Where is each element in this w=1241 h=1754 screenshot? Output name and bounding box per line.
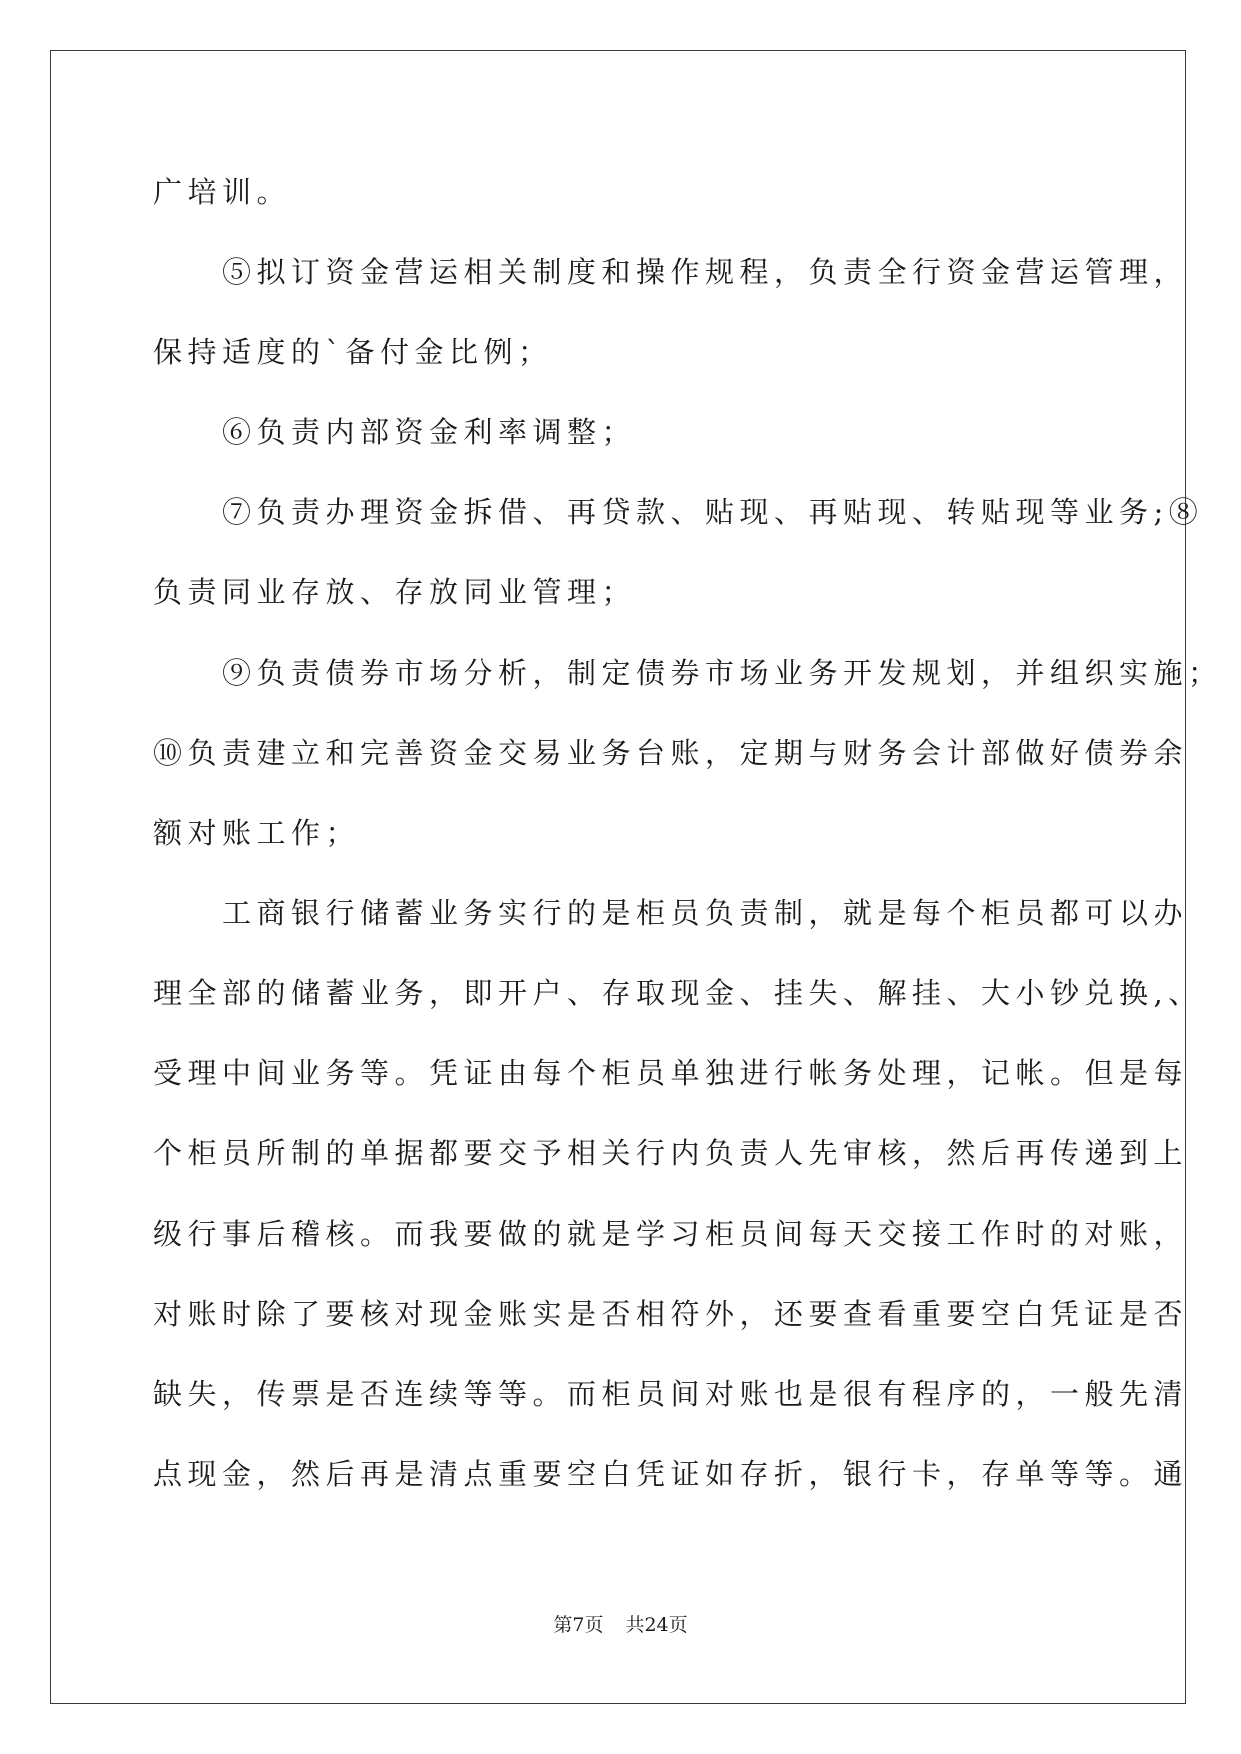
- text-line: ⑩负责建立和完善资金交易业务台账，定期与财务会计部做好债券余: [153, 736, 1189, 770]
- text-line: 负责同业存放、存放同业管理；: [153, 575, 637, 609]
- page-footer: [0, 1613, 1241, 1637]
- text-line: ⑥负责内部资金利率调整；: [153, 415, 637, 449]
- text-line: 保持适度的`备付金比例；: [153, 335, 553, 369]
- text-line: 广培训。: [153, 175, 292, 209]
- text-line: ⑤拟订资金营运相关制度和操作规程，负责全行资金营运管理，: [153, 255, 1189, 289]
- text-line: 工商银行储蓄业务实行的是柜员负责制，就是每个柜员都可以办: [153, 896, 1189, 930]
- text-line: 点现金，然后再是清点重要空白凭证如存折，银行卡，存单等等。通: [153, 1457, 1189, 1491]
- text-line: 个柜员所制的单据都要交予相关行内负责人先审核，然后再传递到上: [153, 1136, 1189, 1170]
- text-line: ⑦负责办理资金拆借、再贷款、贴现、再贴现、转贴现等业务;⑧: [153, 495, 1204, 529]
- text-line: ⑨负责债券市场分析，制定债券市场业务开发规划，并组织实施；: [153, 656, 1223, 690]
- page-number: 第7页: [553, 1614, 604, 1636]
- text-line: 额对账工作；: [153, 816, 361, 850]
- text-line: 缺失，传票是否连续等等。而柜员间对账也是很有程序的，一般先清: [153, 1377, 1189, 1411]
- text-line: 级行事后稽核。而我要做的就是学习柜员间每天交接工作时的对账，: [153, 1217, 1189, 1251]
- page-total: 共24页: [625, 1614, 688, 1636]
- text-line: 受理中间业务等。凭证由每个柜员单独进行帐务处理，记帐。但是每: [153, 1056, 1189, 1090]
- text-line: 理全部的储蓄业务，即开户、存取现金、挂失、解挂、大小钞兑换,、: [153, 976, 1203, 1010]
- text-line: 对账时除了要核对现金账实是否相符外，还要查看重要空白凭证是否: [153, 1297, 1189, 1331]
